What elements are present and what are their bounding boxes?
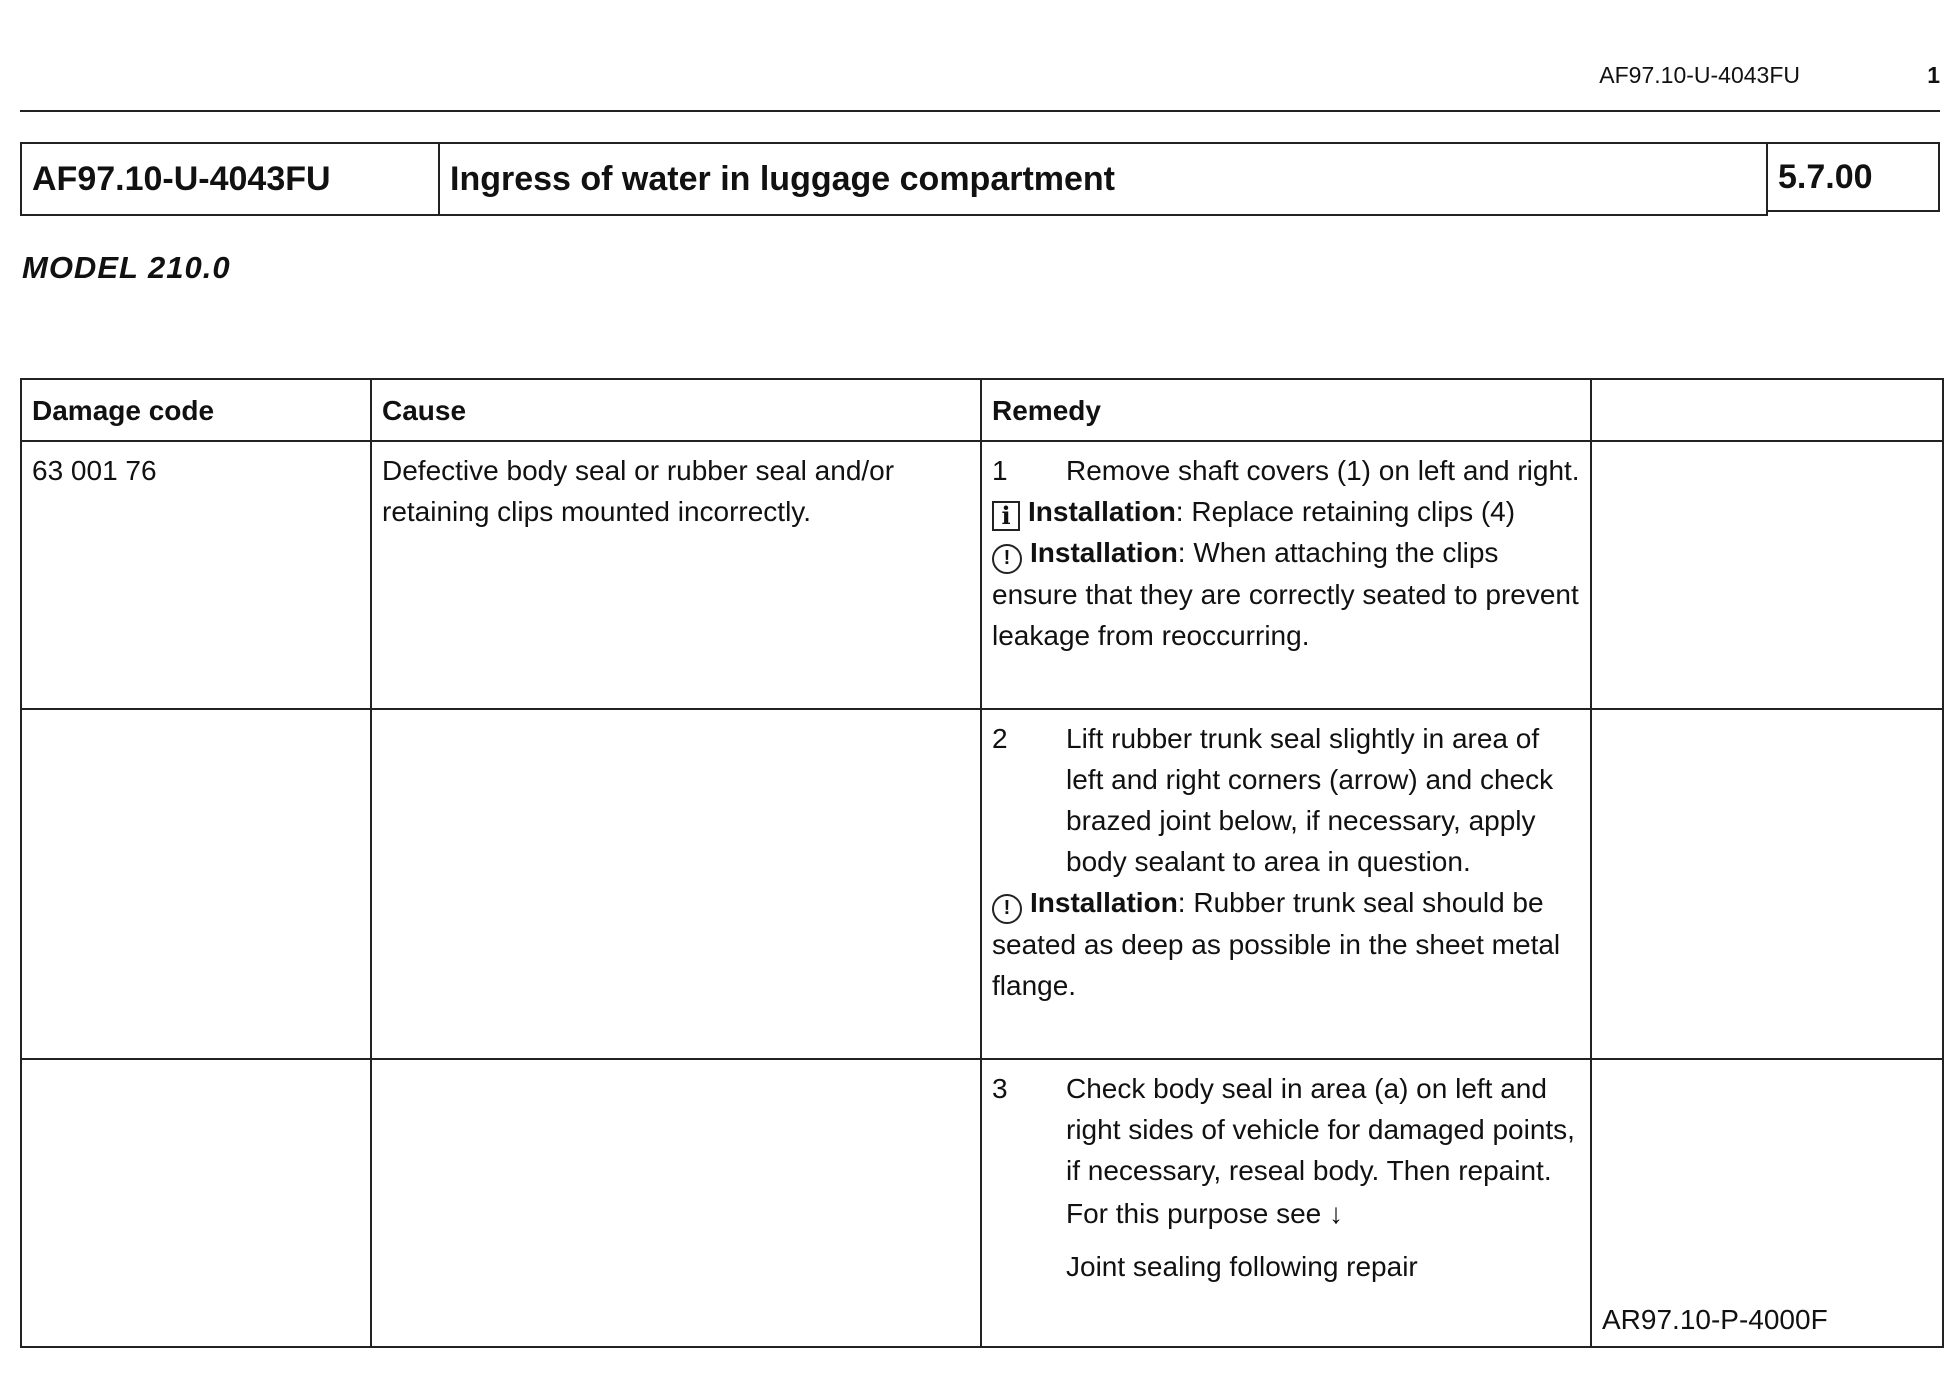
installation-note [992, 491, 1580, 532]
remedy-step [992, 718, 1580, 882]
cause-cell [371, 1059, 981, 1347]
damage-code-cell [21, 1059, 371, 1347]
document-date: 5.7.00 [1768, 142, 1940, 212]
note-label: Installation [1028, 496, 1176, 527]
reference-cell [1591, 441, 1943, 709]
joint-sealing-link[interactable]: Joint sealing following repair [1066, 1251, 1418, 1282]
remedy-cell [981, 441, 1591, 709]
installation-circle-icon: ! [992, 894, 1022, 924]
cause-cell [371, 709, 981, 1059]
step-number: 1 [992, 455, 1008, 486]
table-header-row [21, 379, 1943, 441]
damage-code-cell [21, 709, 371, 1059]
step-number: 3 [992, 1073, 1008, 1104]
installation-note [992, 882, 1580, 1006]
remedy-step [992, 450, 1580, 491]
header-reference [1591, 379, 1943, 441]
title-box [20, 142, 1940, 216]
header-doc-id: AF97.10-U-4043FU [1599, 62, 1800, 88]
document-title: Ingress of water in luggage compartment [438, 142, 1768, 216]
note-text: : When attaching the clips ensure that they are correctly seated to prevent leakage from reoccurring. [992, 537, 1579, 651]
step-text: Lift rubber trunk seal slightly in area of left and right corners (arrow) and check brazed joint below, if necessary, apply body sealant to area in question. [1066, 723, 1554, 877]
reference-cell [1591, 709, 1943, 1059]
model-heading: MODEL 210.0 [22, 250, 231, 285]
note-text: : Rubber trunk seal should be seated as deep as possible in the sheet metal flange. [992, 887, 1561, 1001]
step-text: Check body seal in area (a) on left and right sides of vehicle for damaged points, if necessary, reseal body. Then repaint. [1066, 1073, 1575, 1186]
cause-cell: Defective body seal or rubber seal and/or retaining clips mounted incorrectly. [371, 441, 981, 709]
see-reference-text: For this purpose see ↓ [1066, 1198, 1344, 1229]
step-number: 2 [992, 723, 1008, 754]
remedy-cell [981, 1059, 1591, 1347]
reference-cell[interactable]: AR97.10-P-4000F [1591, 1059, 1943, 1347]
remedy-cell [981, 709, 1591, 1059]
header-damage-code: Damage code [21, 379, 371, 441]
running-header [20, 58, 1940, 112]
header-cause: Cause [371, 379, 981, 441]
note-label: Installation [1030, 537, 1178, 568]
table-row [21, 441, 1943, 709]
page-number: 1 [1927, 62, 1940, 88]
title-doc-id: AF97.10-U-4043FU [20, 142, 438, 216]
damage-code-cell: 63 001 76 [21, 441, 371, 709]
note-label: Installation [1030, 887, 1178, 918]
step-text: Remove shaft covers (1) on left and right. [1066, 455, 1580, 486]
info-square-icon: i [992, 501, 1020, 531]
note-text: : Replace retaining clips (4) [1175, 496, 1516, 527]
header-remedy: Remedy [981, 379, 1591, 441]
step-body [1066, 1068, 1580, 1287]
remedy-step [992, 1068, 1580, 1287]
installation-note [992, 532, 1580, 656]
installation-circle-icon: ! [992, 544, 1022, 574]
table-row [21, 1059, 1943, 1347]
damage-table [20, 378, 1944, 1348]
table-row [21, 709, 1943, 1059]
